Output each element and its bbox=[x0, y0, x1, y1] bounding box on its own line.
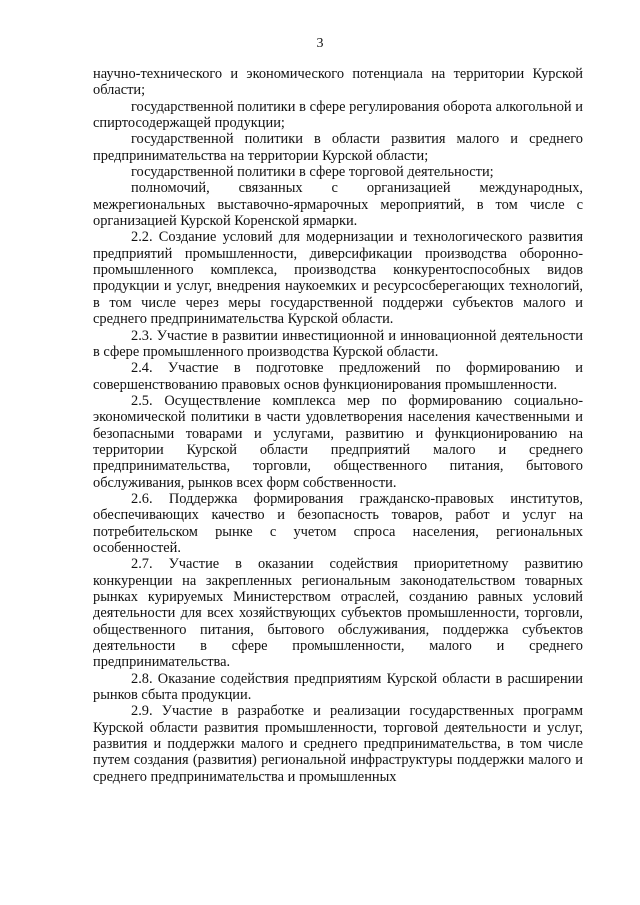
paragraph: 2.4. Участие в подготовке предложений по формированию и совершенствованию правовых основ функционирования промышленности. bbox=[93, 360, 583, 393]
page-number: 3 bbox=[316, 36, 324, 51]
paragraph: полномочий, связанных с организацией международных, межрегиональных выставочно-ярмарочных мероприятий, в том числе с организацией Курской Коренской ярмарки. bbox=[93, 180, 583, 230]
paragraph: 2.6. Поддержка формирования гражданско-правовых институтов, обеспечивающих качество и безопасность товаров, работ и услуг на потребительском рынке с учетом спроса населения, региональных особенностей. bbox=[93, 490, 583, 556]
paragraph: государственной политики в сфере торговой деятельности; bbox=[131, 164, 494, 181]
paragraph: 2.8. Оказание содействия предприятиям Курской области в расширении рынков сбыта продукции. bbox=[93, 670, 583, 704]
paragraph: научно-технического и экономического потенциала на территории Курской области; bbox=[93, 66, 583, 99]
paragraph: 2.7. Участие в оказании содействия приоритетному развитию конкуренции на закрепленных региональным законодательством товарных рынках курируемых Министерством отраслей, созданию равных условий деятельности для всех хозяйствующих субъектов промышленности, торговли, общественного питания, бытового обслуживания, поддержка субъектов деятельности в сфере промышленности, малого и среднего предпринимательства. bbox=[93, 556, 583, 671]
paragraph: 2.5. Осуществление комплекса мер по формированию социально-экономической политики в части удовлетворения населения качественными и безопасными товарами и услугами, развитию и функционированию на территории Курской области предприятий малого и среднего предпринимательства, торговли, общественного питания, бытового обслуживания, рынков всех форм собственности. bbox=[93, 392, 583, 491]
paragraph: 2.3. Участие в развитии инвестиционной и инновационной деятельности в сфере промышленного производства Курской области. bbox=[93, 327, 583, 360]
paragraph: государственной политики в сфере регулирования оборота алкогольной и спиртосодержащей продукции; bbox=[93, 98, 583, 132]
paragraph: 2.2. Создание условий для модернизации и технологического развития предприятий промышленности, диверсификации производства оборонно-промышленного комплекса, производства конкурентоспособных видов продукции и услуг, внедрения наукоемких и ресурсосберегающих технологий, в том числе через меры государственной поддержи субъектов малого и среднего предпринимательства Курской области. bbox=[93, 229, 583, 328]
paragraph: государственной политики в области развития малого и среднего предпринимательства на территории Курской области; bbox=[93, 131, 583, 164]
paragraph: 2.9. Участие в разработке и реализации государственных программ Курской области развития промышленности, торговой деятельности и услуг, развития и поддержки малого и среднего предпринимательства, в том числе путем создания (развития) региональной инфраструктуры поддержки малого и среднего предпринимательства и промышленных bbox=[93, 703, 583, 785]
document-body bbox=[93, 66, 583, 785]
